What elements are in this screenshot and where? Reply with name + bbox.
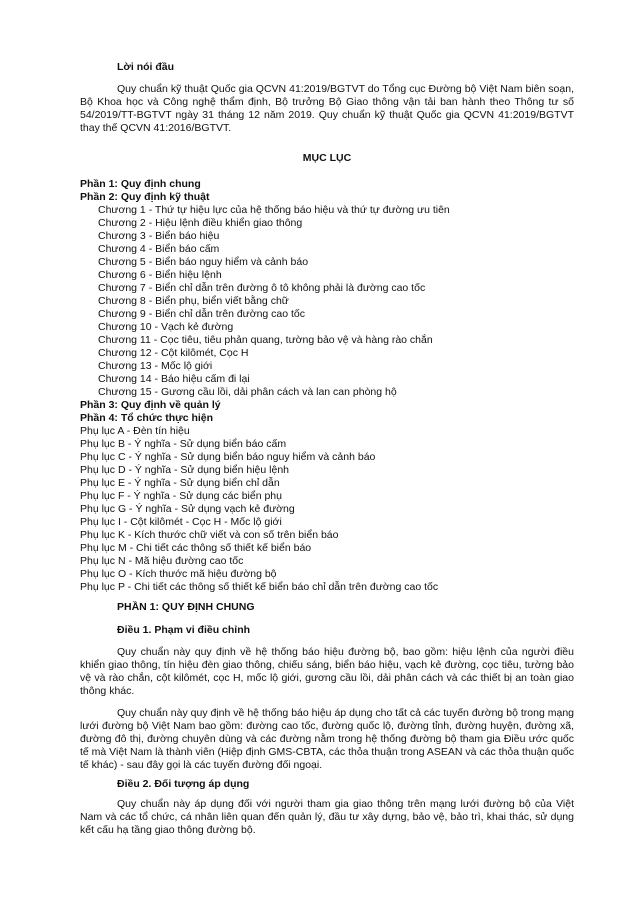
toc-part: Phần 1: Quy định chung <box>80 178 201 190</box>
article1-paragraph-2: Quy chuẩn này quy định về hệ thống báo hiệu áp dụng cho tất cả các tuyến đường bộ trong mạng lưới đường bộ Việt Nam bao gồm: đường cao tốc, đường quốc lộ, đường tỉnh, đường huyện, đường xã, đường đô thị, đường chuyên dùng và các đường nằm trong hệ thống đường bộ tham gia Điều ước quốc tế mà Việt Nam là thành viên (Hiệp định GMS-CBTA, các thỏa thuận trong ASEAN và các thỏa thuận quốc tế khác) - sau đây gọi là các tuyến đường đối ngoại. <box>80 707 574 771</box>
toc-chapter-item: Chương 10 - Vạch kẻ đường <box>98 321 234 333</box>
toc-appendix-item: Phụ lục M - Chi tiết các thông số thiết kế biển báo <box>80 542 312 554</box>
toc-part: Phần 2: Quy định kỹ thuật <box>80 191 210 203</box>
toc-appendix-item: Phụ lục C - Ý nghĩa - Sử dụng biển báo nguy hiểm và cảnh báo <box>80 451 376 463</box>
preface-paragraph: Quy chuẩn kỹ thuật Quốc gia QCVN 41:2019/BGTVT do Tổng cục Đường bộ Việt Nam biên soạn, Bộ Khoa học và Công nghệ thẩm định, Bộ trưởng Bộ Giao thông vận tải ban hành theo Thông tư số 54/2019/TT-BGTVT ngày 31 tháng 12 năm 2019. Quy chuẩn kỹ thuật Quốc gia QCVN 41:2019/BGTVT thay thế QCVN 41:2016/BGTVT. <box>80 83 574 134</box>
part1-section <box>80 601 574 837</box>
toc-chapter-item: Chương 13 - Mốc lộ giới <box>98 360 213 372</box>
toc-part: Phần 3: Quy định về quản lý <box>80 399 221 411</box>
toc-appendix-item: Phụ lục I - Cột kilômét - Cọc H - Mốc lộ giới <box>80 516 282 528</box>
toc-appendix-item: Phụ lục A - Đèn tín hiệu <box>80 425 190 437</box>
toc-chapter-item: Chương 9 - Biển chỉ dẫn trên đường cao tốc <box>98 308 306 320</box>
toc-appendix-item: Phụ lục D - Ý nghĩa - Sử dụng biển hiệu lệnh <box>80 464 289 476</box>
preface-title: Lời nói đầu <box>117 61 175 73</box>
toc-appendix-item: Phụ lục B - Ý nghĩa - Sử dụng biển báo cấm <box>80 438 287 450</box>
toc-chapter-item: Chương 11 - Cọc tiêu, tiêu phản quang, tường bảo vệ và hàng rào chắn <box>98 334 433 346</box>
toc-appendix-item: Phụ lục K - Kích thước chữ viết và con số trên biển báo <box>80 529 339 541</box>
toc-appendix-item: Phụ lục G - Ý nghĩa - Sử dụng vạch kẻ đường <box>80 503 295 515</box>
toc-appendix-item: Phụ lục N - Mã hiệu đường cao tốc <box>80 555 244 567</box>
article2-paragraph-1: Quy chuẩn này áp dụng đối với người tham gia giao thông trên mạng lưới đường bộ của Việt Nam và các tổ chức, cá nhân liên quan đến quản lý, đầu tư xây dựng, bảo vệ, bảo trì, khai thác, sử dụng kết cấu hạ tầng giao thông đường bộ. <box>80 798 574 836</box>
toc-list <box>80 178 574 594</box>
article1-title: Điều 1. Phạm vi điều chỉnh <box>117 624 251 636</box>
toc-appendix-item: Phụ lục E - Ý nghĩa - Sử dụng biển chỉ dẫn <box>80 477 280 489</box>
article2-title: Điều 2. Đối tượng áp dụng <box>117 778 250 790</box>
toc-chapter-item: Chương 1 - Thứ tự hiệu lực của hệ thống báo hiệu và thứ tự đường ưu tiên <box>98 204 450 216</box>
toc-chapter-item: Chương 4 - Biển báo cấm <box>98 243 220 255</box>
toc-chapter-item: Chương 12 - Cột kilômét, Cọc H <box>98 347 249 359</box>
toc-chapter-item: Chương 15 - Gương cầu lồi, dải phân cách và lan can phòng hộ <box>98 386 397 398</box>
toc-chapter-item: Chương 2 - Hiệu lệnh điều khiển giao thông <box>98 217 303 229</box>
toc-appendix-item: Phụ lục P - Chi tiết các thông số thiết kế biển báo chỉ dẫn trên đường cao tốc <box>80 581 439 593</box>
article1-paragraph-1: Quy chuẩn này quy định về hệ thống báo hiệu đường bộ, bao gồm: hiệu lệnh của người điều khiển giao thông, tín hiệu đèn giao thông, chiếu sáng, biển báo hiệu, vạch kẻ đường, cọc tiêu, tường bảo vệ và rào chắn, cột kilômét, cọc H, mốc lộ giới, gương cầu lồi, dải phân cách và các thiết bị an toàn giao thông khác. <box>80 646 574 697</box>
toc-title: MỤC LỤC <box>302 152 352 164</box>
toc-appendix-item: Phụ lục O - Kích thước mã hiệu đường bộ <box>80 568 277 580</box>
toc-chapter-item: Chương 7 - Biển chỉ dẫn trên đường ô tô không phải là đường cao tốc <box>98 282 426 294</box>
part1-title: PHẦN 1: QUY ĐỊNH CHUNG <box>117 601 255 613</box>
toc-part: Phần 4: Tổ chức thực hiện <box>80 412 214 424</box>
toc-appendix-item: Phụ lục F - Ý nghĩa - Sử dụng các biển phụ <box>80 490 282 502</box>
toc-chapter-item: Chương 5 - Biển báo nguy hiểm và cảnh báo <box>98 256 309 268</box>
preface-section <box>80 61 574 135</box>
toc-chapter-item: Chương 8 - Biển phụ, biển viết bằng chữ <box>98 295 289 307</box>
toc-chapter-item: Chương 14 - Báo hiệu cấm đi lại <box>98 373 250 385</box>
toc-chapter-item: Chương 6 - Biển hiệu lệnh <box>98 269 222 281</box>
toc-chapter-item: Chương 3 - Biển báo hiệu <box>98 230 220 242</box>
